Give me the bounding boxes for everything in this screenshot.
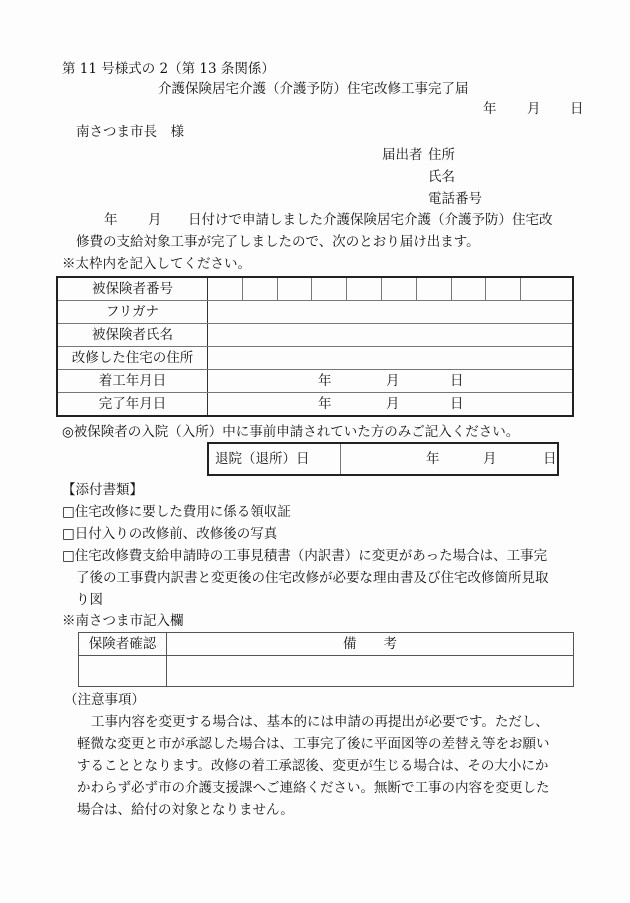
date-day: 日: [570, 101, 584, 117]
address-field[interactable]: [208, 347, 574, 370]
start-day-unit: 日: [450, 373, 464, 389]
intro-year: 年: [104, 212, 118, 228]
row-end-date: [57, 393, 573, 417]
applicant-name[interactable]: 氏名: [428, 169, 455, 185]
row-start-date: [57, 370, 573, 393]
insured-name-field[interactable]: [208, 324, 574, 347]
attachment-item[interactable]: □日付入りの改修前、改修後の写真: [62, 526, 278, 542]
label-address: 改修した住宅の住所: [57, 347, 208, 370]
number-digit-cell[interactable]: [451, 277, 486, 301]
row-address: [57, 347, 573, 370]
attachment-item[interactable]: □住宅改修費支給申請時の工事見積書（内訳書）に変更があった場合は、工事完: [62, 548, 548, 564]
furigana-field[interactable]: [208, 301, 574, 324]
date-year: 年: [483, 101, 497, 117]
end-date-field[interactable]: [208, 393, 574, 417]
notes-heading: （注意事項）: [64, 692, 145, 708]
hospital-note: ◎被保険者の入院（入所）中に事前申請されていた方のみご記入ください。: [62, 424, 520, 440]
retire-year-unit: 年: [426, 451, 440, 467]
notes-line: することとなります。改修の着工承認後、変更が生じる場合は、その大小にか: [77, 758, 549, 774]
attachment-item[interactable]: □住宅改修に要した費用に係る領収証: [62, 504, 291, 520]
applicant-address[interactable]: 住所: [428, 147, 455, 163]
label-start-date: 着工年月日: [57, 370, 208, 393]
notes-line: かわらず必ず市の介護支援課へご連絡ください。無断で工事の内容を変更した: [77, 780, 550, 796]
retire-label: 退院（退所）日: [208, 443, 341, 475]
form-title: 介護保険居宅介護（介護予防）住宅改修工事完了届: [158, 81, 469, 97]
end-year-unit: 年: [318, 396, 332, 412]
applicant-label: 届出者: [382, 147, 423, 163]
attachment-item-cont: り図: [76, 592, 103, 608]
notes-line: 軽微な変更と市が承認した場合は、工事完了後に平面図等の差替え等をお願い: [77, 736, 550, 752]
main-table: [56, 276, 574, 417]
end-month-unit: 月: [386, 396, 400, 412]
row-insured-name: [57, 324, 573, 347]
addressee: 南さつま市長 様: [76, 124, 184, 140]
intro-line2: 修費の支給対象工事が完了しましたので、次のとおり届け出ます。: [76, 234, 480, 250]
label-insured-number: 被保険者番号: [57, 277, 208, 301]
retire-date-field[interactable]: [341, 443, 559, 475]
row-furigana: [57, 301, 573, 324]
number-digit-cell[interactable]: [381, 277, 416, 301]
number-digit-cell[interactable]: [277, 277, 312, 301]
insurer-confirm-header: 保険者確認: [79, 633, 167, 656]
number-digit-cell[interactable]: [486, 277, 521, 301]
start-date-field[interactable]: [208, 370, 574, 393]
attachment-item-cont: 了後の工事費内訳書と変更後の住宅改修が必要な理由書及び住宅改修箇所見取: [76, 570, 549, 586]
row-insured-number: [57, 277, 573, 301]
form-number: 第 11 号様式の 2（第 13 条関係）: [62, 61, 275, 77]
remarks-field: [167, 656, 574, 687]
retire-table: [207, 442, 559, 476]
start-year-unit: 年: [318, 373, 332, 389]
number-digit-cell[interactable]: [416, 277, 451, 301]
remarks-header: 備 考: [167, 633, 574, 656]
applicant-phone[interactable]: 電話番号: [428, 191, 482, 207]
number-digit-cell[interactable]: [312, 277, 347, 301]
label-furigana: フリガナ: [57, 301, 208, 324]
start-month-unit: 月: [386, 373, 400, 389]
notes-line: 工事内容を変更する場合は、基本的には申請の再提出が必要です。ただし、: [91, 714, 549, 730]
number-digit-cell[interactable]: [521, 277, 573, 301]
number-digit-cell[interactable]: [242, 277, 277, 301]
end-day-unit: 日: [450, 396, 464, 412]
date-month: 月: [527, 101, 541, 117]
number-digit-cell[interactable]: [347, 277, 382, 301]
label-insured-name: 被保険者氏名: [57, 324, 208, 347]
number-digit-cell[interactable]: [208, 277, 243, 301]
intro-month: 月: [148, 212, 162, 228]
retire-day-unit: 日: [543, 451, 557, 467]
intro-line1: 日付けで申請しました介護保険居宅介護（介護予防）住宅改: [188, 212, 553, 228]
label-end-date: 完了年月日: [57, 393, 208, 417]
insurer-confirm-field: [79, 656, 167, 687]
city-section-label: ※南さつま市記入欄: [62, 613, 184, 629]
office-table: [78, 632, 574, 687]
notes-line: 場合は、給付の対象となりません。: [77, 802, 294, 818]
retire-month-unit: 月: [483, 451, 497, 467]
instruction: ※太枠内を記入してください。: [62, 256, 251, 272]
attachments-heading: 【添付書類】: [62, 482, 143, 498]
